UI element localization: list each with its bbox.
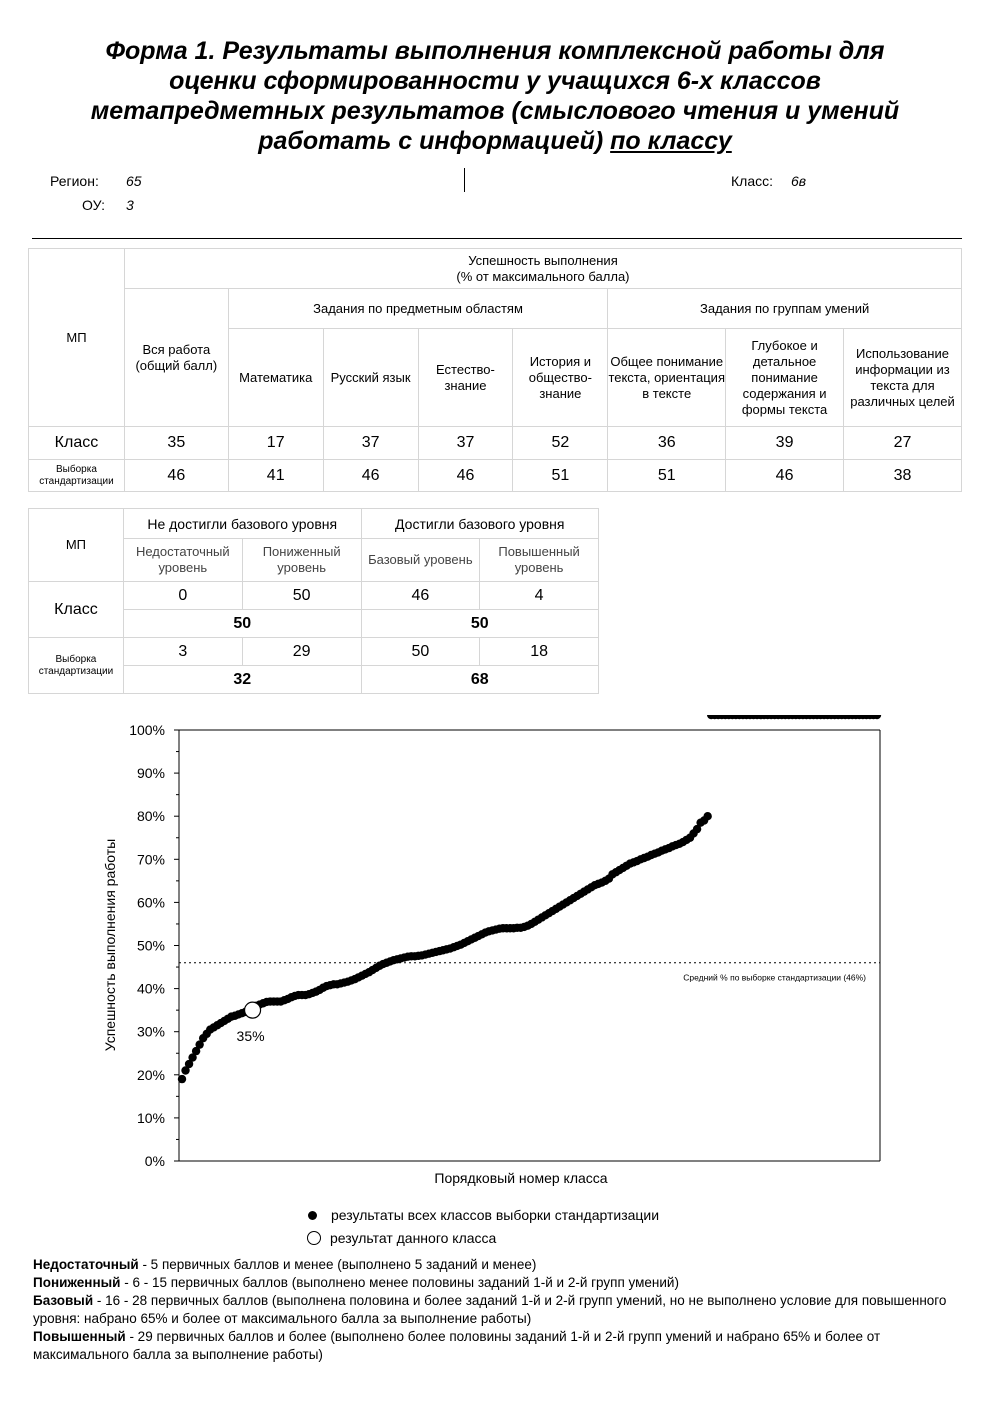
definition-term: Пониженный: [33, 1275, 121, 1290]
y-tick-label: 50%: [136, 937, 165, 954]
title-line-4-underlined: по классу: [610, 127, 732, 155]
table-cell: 18: [480, 638, 599, 666]
y-axis-label: Успешность выполнения работы: [102, 838, 118, 1052]
header-rule: [32, 238, 962, 239]
table-cell: 46: [726, 460, 844, 492]
class-point: [245, 1002, 261, 1018]
table-cell: 17: [228, 427, 323, 460]
table-cell: 37: [418, 427, 513, 460]
column-header: Математика: [228, 329, 323, 427]
table-cell: 51: [513, 460, 608, 492]
success-header: [124, 249, 961, 289]
y-tick-label: 10%: [136, 1109, 165, 1126]
column-header: История и общество-знание: [513, 329, 608, 427]
definition-text: - 16 - 28 первичных баллов (выполнена половина и более заданий 1-й и 2-й групп умений, но не выполнено условие для повышенного уровня: набрано 65% и более от максимального балла за выполнение работы): [33, 1293, 947, 1326]
filled-dot-icon: [308, 1211, 317, 1220]
mp-header: МП: [29, 249, 125, 427]
class-value: 6в: [791, 173, 807, 189]
table-cell: 50: [242, 582, 361, 610]
reference-line-label: Средний % по выборке стандартизации (46%): [683, 972, 866, 983]
column-header: Общее понимание текста, ориентация в тексте: [608, 329, 726, 427]
table-cell: 38: [844, 460, 962, 492]
definition-text: - 5 первичных баллов и менее (выполнено 5 заданий и менее): [138, 1257, 537, 1272]
ou-value: 3: [126, 197, 134, 213]
not-reached-header: Не достигли базового уровня: [123, 509, 361, 539]
definition-term: Недостаточный: [33, 1257, 139, 1272]
column-header: Глубокое и детальное понимание содержания и формы текста: [726, 329, 844, 427]
legend-this-class: [307, 1230, 496, 1246]
table-cell: 36: [608, 427, 726, 460]
table-cell: 4: [480, 582, 599, 610]
level-header: Повышенный уровень: [480, 539, 599, 582]
table-cell: 35: [124, 427, 228, 460]
total-cell: 50: [361, 610, 598, 638]
sample-point: [703, 812, 711, 820]
column-header: Русский язык: [323, 329, 418, 427]
y-axis-ticks: [129, 722, 179, 1169]
table-cell: 50: [361, 638, 480, 666]
legend-all-classes: [308, 1207, 659, 1223]
table-cell: 41: [228, 460, 323, 492]
page-title: [40, 36, 950, 156]
definition-text: - 6 - 15 первичных баллов (выполнено менее половины заданий 1-й и 2-й групп умений): [120, 1275, 679, 1290]
table-cell: 46: [361, 582, 480, 610]
y-tick-label: 70%: [136, 851, 165, 868]
skills-header: Задания по группам умений: [608, 289, 962, 329]
title-line-1: Форма 1. Результаты выполнения комплексной работы для: [105, 37, 885, 65]
definition-term: Повышенный: [33, 1329, 126, 1344]
row-label-sample: Выборка стандартизации: [29, 460, 125, 492]
table-cell: 29: [242, 638, 361, 666]
meta-divider: [464, 168, 465, 192]
y-tick-label: 20%: [136, 1066, 165, 1083]
y-tick-label: 30%: [136, 1023, 165, 1040]
class-point-label: 35%: [236, 1028, 265, 1045]
results-chart: [0, 715, 1000, 1195]
success-header-title: Успешность выполнения: [468, 252, 618, 268]
reached-header: Достигли базового уровня: [361, 509, 598, 539]
column-header: Естество-знание: [418, 329, 513, 427]
levels-table: [28, 508, 599, 694]
definition-item: [33, 1328, 968, 1364]
ou-label: ОУ:: [82, 197, 106, 213]
region-value: 65: [126, 173, 142, 189]
definition-item: [33, 1292, 968, 1328]
total-cell: 50: [123, 610, 361, 638]
table-cell: 37: [323, 427, 418, 460]
table-cell: 3: [123, 638, 242, 666]
title-line-2: оценки сформированности у учащихся 6-х классов: [169, 67, 821, 95]
row-label-sample: Выборка стандартизации: [29, 638, 124, 694]
level-header: Недостаточный уровень: [123, 539, 242, 582]
y-tick-label: 0%: [144, 1153, 165, 1169]
table-cell: 46: [323, 460, 418, 492]
table-cell: 52: [513, 427, 608, 460]
definition-term: Базовый: [33, 1293, 94, 1308]
results-table: [28, 248, 962, 492]
column-header: Использование информации из текста для различных целей: [844, 329, 962, 427]
hollow-circle-icon: [307, 1231, 321, 1245]
total-cell: 32: [123, 666, 361, 694]
region-label: Регион:: [50, 173, 99, 189]
title-line-4: [40, 126, 950, 156]
definition-item: [33, 1256, 968, 1274]
table-cell: 39: [726, 427, 844, 460]
legend-this-label: результат данного класса: [330, 1230, 497, 1246]
level-header: Базовый уровень: [361, 539, 480, 582]
y-tick-label: 90%: [136, 765, 165, 782]
table-cell: 46: [124, 460, 228, 492]
title-line-4-prefix: работать с информацией): [258, 127, 604, 155]
y-tick-label: 100%: [129, 722, 165, 738]
whole-work-header: Вся работа (общий балл): [124, 289, 228, 427]
mp-header: МП: [29, 509, 124, 582]
title-line-3: метапредметных результатов (смыслового чтения и умений: [90, 97, 900, 125]
legend-all-label: результаты всех классов выборки стандартизации: [331, 1207, 660, 1223]
row-label-class: Класс: [29, 427, 125, 460]
sample-points: [178, 715, 881, 1083]
success-header-sub: (% от максимального балла): [456, 268, 630, 284]
y-tick-label: 60%: [136, 894, 165, 911]
table-cell: 27: [844, 427, 962, 460]
level-definitions: [33, 1256, 968, 1364]
level-header: Пониженный уровень: [242, 539, 361, 582]
sample-point: [178, 1075, 186, 1083]
x-axis-label: Порядковый номер класса: [434, 1170, 608, 1186]
class-label: Класс:: [731, 173, 773, 189]
table-cell: 51: [608, 460, 726, 492]
definition-item: [33, 1274, 968, 1292]
table-cell: 0: [123, 582, 242, 610]
definition-text: - 29 первичных баллов и более (выполнено более половины заданий 1-й и 2-й групп умений и набрано 65% и более от максимального балла за выполнение работы): [33, 1329, 881, 1362]
y-tick-label: 80%: [136, 808, 165, 825]
total-cell: 68: [361, 666, 598, 694]
y-tick-label: 40%: [136, 980, 165, 997]
table-cell: 46: [418, 460, 513, 492]
subjects-header: Задания по предметным областям: [228, 289, 608, 329]
row-label-class: Класс: [29, 582, 124, 638]
